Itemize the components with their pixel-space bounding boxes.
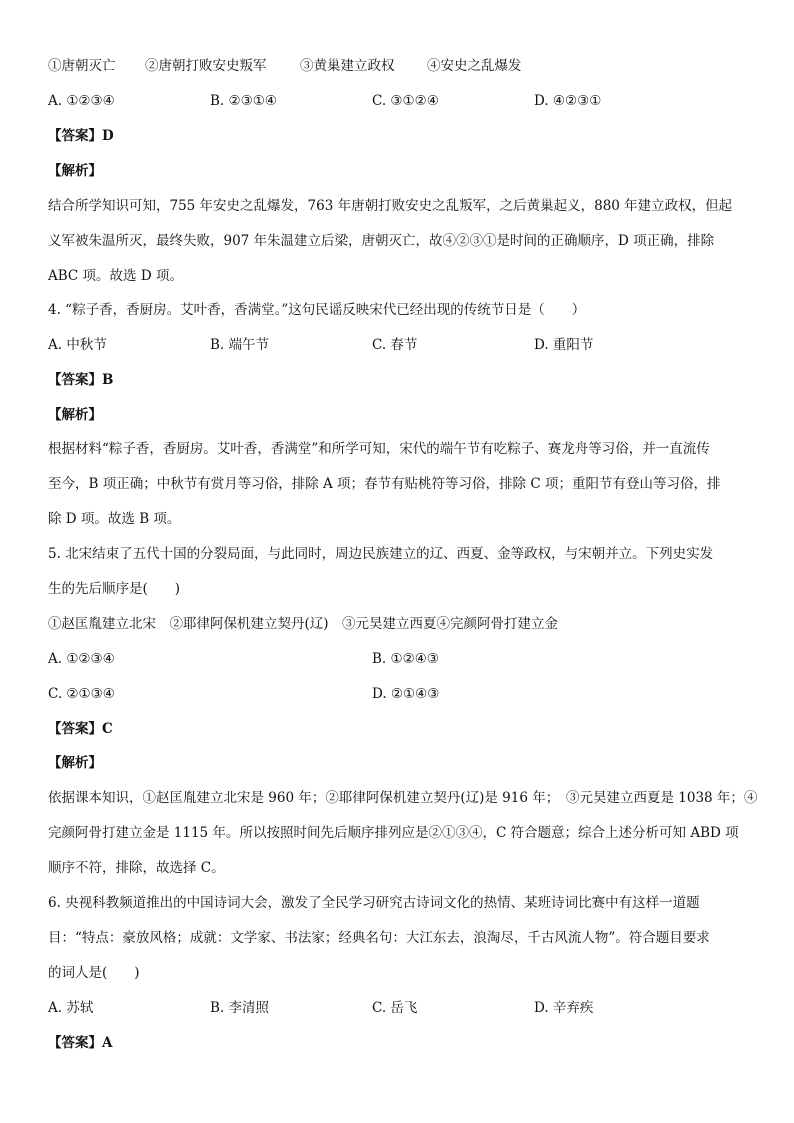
q3-item-1: ①唐朝灭亡 (48, 58, 116, 74)
q3-option-c: C. ③①②④ (372, 93, 439, 109)
q5-option-a: A. ①②③④ (48, 651, 115, 667)
q3-answer: 【答案】D (48, 128, 114, 144)
q3-analysis-line-3: ABC 项。故选 D 项。 (48, 268, 183, 284)
q3-item-2: ②唐朝打败安史叛军 (145, 58, 267, 74)
q3-item-4: ④安史之乱爆发 (427, 58, 522, 74)
q6-option-a: A. 苏轼 (48, 1000, 94, 1016)
q4-analysis-line-3: 除 D 项。故选 B 项。 (48, 511, 181, 527)
q4-analysis-label: 【解析】 (48, 407, 102, 423)
q4-analysis-line-1: 根据材料“粽子香，香厨房。艾叶香，香满堂”和所学可知，宋代的端午节有吃粽子、赛龙舟等习俗，并一直流传 (48, 441, 710, 457)
q5-items: ①赵匡胤建立北宋 ②耶律阿保机建立契丹(辽) ③元昊建立西夏④完颜阿骨打建立金 (48, 616, 559, 632)
q5-answer: 【答案】C (48, 721, 113, 737)
q4-option-b: B. 端午节 (210, 337, 270, 353)
q3-analysis-label: 【解析】 (48, 163, 102, 179)
q6-option-b: B. 李清照 (210, 1000, 270, 1016)
q3-items-row (48, 57, 522, 75)
q5-option-c: C. ②①③④ (48, 686, 115, 702)
q5-option-b: B. ①②④③ (372, 651, 439, 667)
q5-analysis-line-2: 完颜阿骨打建立金是 1115 年。所以按照时间先后顺序排列应是②①③④，C 符合题意；综合上述分析可知 ABD 项 (48, 825, 739, 841)
q6-stem-line-1: 6. 央视科教频道推出的中国诗词大会，激发了全民学习研究古诗词文化的热情、某班诗词比赛中有这样一道题 (48, 895, 700, 911)
q3-analysis-line-2: 义军被朱温所灭，最终失败，907 年朱温建立后梁，唐朝灭亡，故④②③①是时间的正确顺序，D 项正确，排除 (48, 233, 715, 249)
q3-analysis-line-1: 结合所学知识可知，755 年安史之乱爆发，763 年唐朝打败安史之乱叛军，之后黄巢起义，880 年建立政权，但起 (48, 198, 733, 214)
q4-option-d: D. 重阳节 (534, 337, 594, 353)
q5-analysis-label: 【解析】 (48, 755, 102, 771)
q6-stem-line-3: 的词人是( ) (48, 965, 140, 981)
q5-analysis-line-1: 依据课本知识，①赵匡胤建立北宋是 960 年；②耶律阿保机建立契丹(辽)是 916 年； ③元昊建立西夏是 1038 年；④ (48, 790, 758, 806)
q5-option-d: D. ②①④③ (372, 686, 440, 702)
q4-answer: 【答案】B (48, 372, 114, 388)
q3-option-a: A. ①②③④ (48, 93, 115, 109)
q4-stem: 4. “粽子香，香厨房。艾叶香，香满堂。”这句民谣反映宋代已经出现的传统节日是（ ） (48, 302, 586, 318)
q3-item-3: ③黄巢建立政权 (300, 58, 395, 74)
q3-option-b: B. ②③①④ (210, 93, 277, 109)
q5-stem-line-1: 5. 北宋结束了五代十国的分裂局面，与此同时，周边民族建立的辽、西夏、金等政权，与宋朝并立。下列史实发 (48, 546, 714, 562)
q4-option-c: C. 春节 (372, 337, 418, 353)
q6-stem-line-2: 目：“特点：豪放风格；成就：文学家、书法家；经典名句：大江东去，浪淘尽，千古风流人物”。符合题目要求 (48, 930, 710, 946)
q6-option-d: D. 辛弃疾 (534, 1000, 594, 1016)
q4-analysis-line-2: 至今，B 项正确；中秋节有赏月等习俗，排除 A 项；春节有贴桃符等习俗，排除 C 项；重阳节有登山等习俗，排 (48, 476, 721, 492)
q6-option-c: C. 岳飞 (372, 1000, 418, 1016)
q4-option-a: A. 中秋节 (48, 337, 107, 353)
q5-stem-line-2: 生的先后顺序是( ) (48, 581, 181, 597)
q5-analysis-line-3: 顺序不符，排除，故选择 C。 (48, 860, 225, 876)
q6-answer: 【答案】A (48, 1035, 113, 1051)
q3-option-d: D. ④②③① (534, 93, 602, 109)
